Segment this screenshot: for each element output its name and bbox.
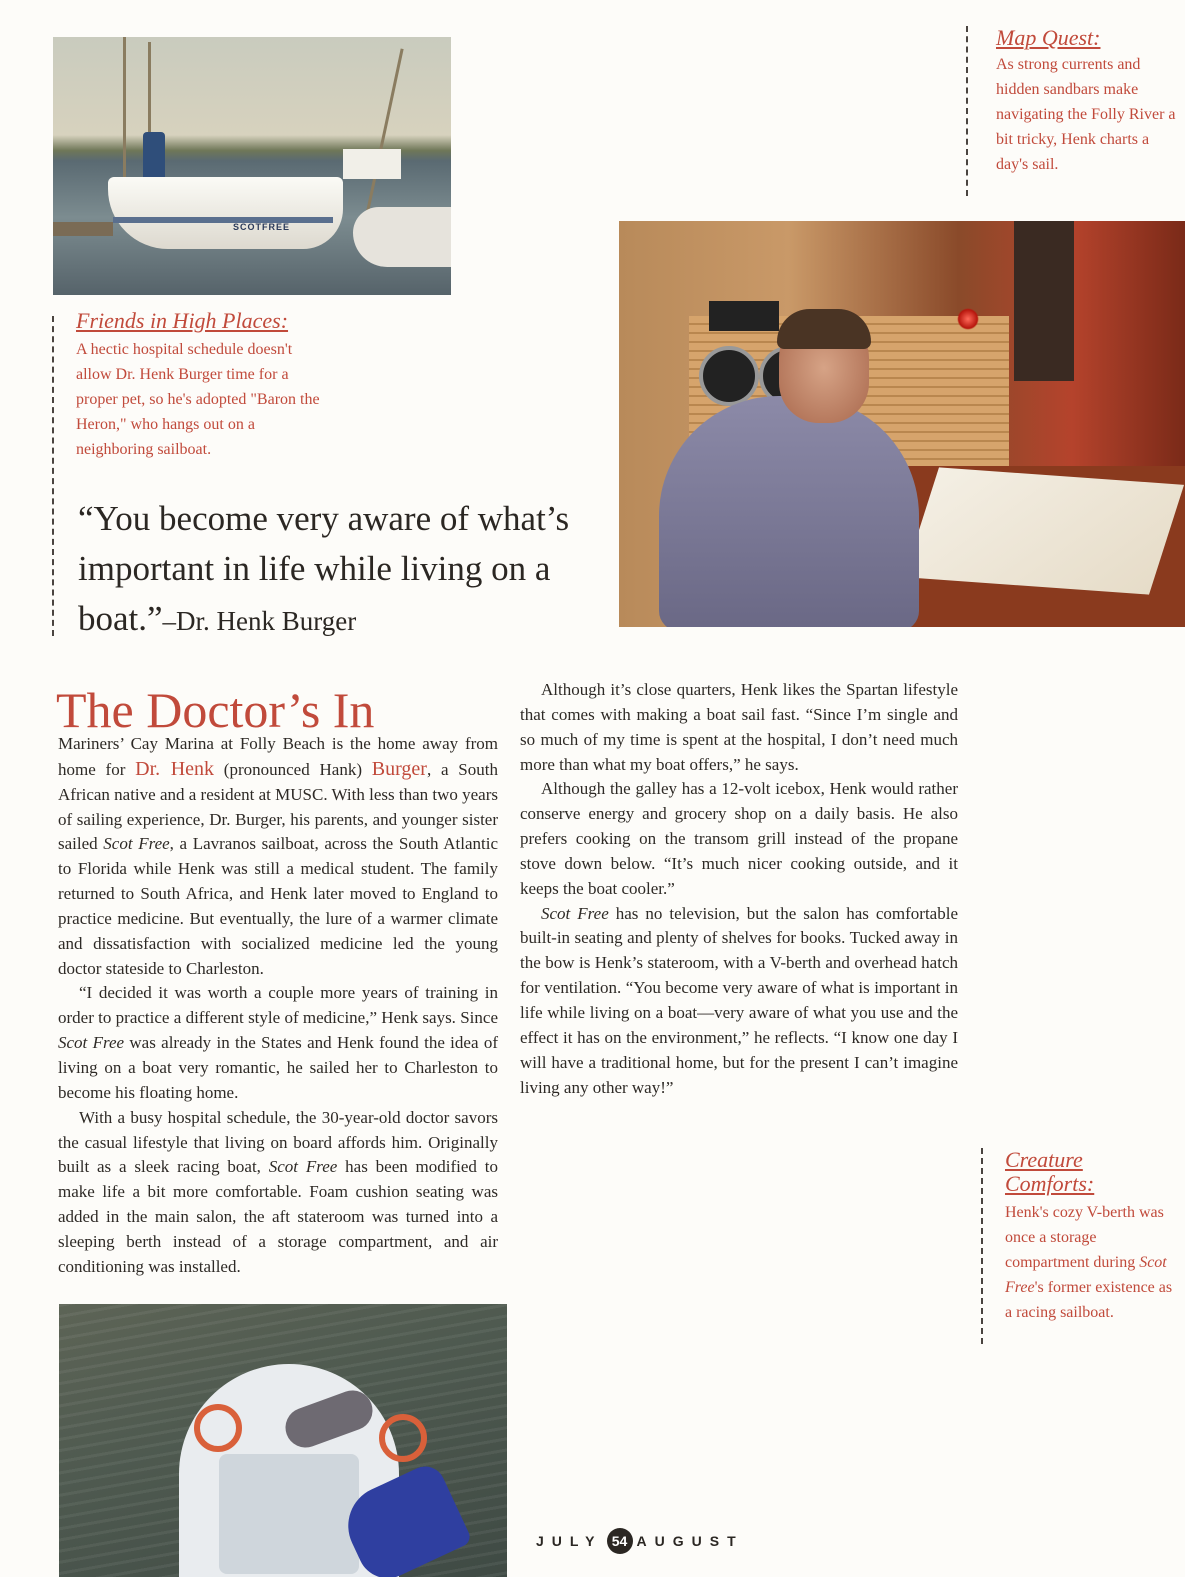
caption-rule	[52, 316, 54, 636]
mast	[365, 49, 403, 216]
caption-text: As strong currents and hidden sandbars make navigating the Folly River a bit tricky, Henk charts a day's sail.	[996, 56, 1176, 173]
text: , a Lavranos sailboat, across the South Atlantic to Florida while Henk was still a medical student. The family returned to South Africa, and Henk later moved to England to practice medicine. But eventually, the lure of a warmer climate and dissatisfaction with socialized medicine led the young doctor stateside to Charleston.	[58, 834, 498, 978]
text: was already in the States and Henk found the idea of living on a boat very romantic, he sailed her to Charleston to become his floating home.	[58, 1033, 498, 1102]
radio-unit	[709, 301, 779, 331]
nautical-chart	[904, 467, 1184, 594]
navigation-station-photo	[619, 221, 1185, 627]
paragraph	[520, 902, 958, 1101]
caption-map-quest	[996, 26, 1176, 177]
text: With a busy hospital schedule, the 30-year-old doctor savors the casual lifestyle that living on board affords him. Originally built as a sleek racing boat,	[58, 1107, 498, 1177]
paragraph: Although it’s close quarters, Henk likes the Spartan lifestyle that comes with making a boat sail fast. “Since I’m single and so much of my time is spent at the hospital, I don’t need much more than what my boat offers,” he says.	[520, 680, 958, 774]
caption-title: Map Quest:	[996, 25, 1101, 50]
caption-text: A hectic hospital schedule doesn't allow Dr. Henk Burger time for a proper pet, so he's adopted "Baron the Heron," who hangs out on a neighboring sailboat.	[76, 341, 320, 458]
article-column-2	[520, 678, 958, 1100]
boat-name: Scot Free	[1005, 1254, 1167, 1296]
caption-title: Friends in High Places:	[76, 308, 289, 333]
page-footer	[536, 1528, 744, 1554]
caption-rule	[981, 1148, 983, 1344]
caption-rule	[966, 26, 968, 196]
caption-text-part: 's former existence as a racing sailboat.	[1005, 1279, 1173, 1321]
hull-stripe	[113, 217, 333, 223]
text: “I decided it was worth a couple more years of training in order to practice a different style of medicine,” Henk says. Since	[58, 983, 498, 1028]
highlighted-name: Dr. Henk	[135, 757, 215, 780]
mast	[123, 37, 126, 197]
paragraph: Although the galley has a 12-volt icebox, Henk would rather conserve energy and grocery shop on a daily basis. He also prefers cooking on the transom grill instead of the propane stove down below. “It’s much nicer cooking outside, and it keeps the boat cooler.”	[520, 779, 958, 898]
pull-quote-attribution: –Dr. Henk Burger	[162, 606, 357, 636]
paragraph	[58, 981, 498, 1105]
boat-name: Scot Free	[268, 1157, 338, 1177]
life-ring-icon	[379, 1414, 427, 1462]
caption-text	[1005, 1200, 1175, 1325]
paragraph	[58, 1106, 498, 1280]
text: (pronounced Hank)	[214, 759, 372, 779]
cockpit	[219, 1454, 359, 1574]
red-light-icon	[957, 308, 979, 330]
caption-creature-comforts	[1005, 1148, 1175, 1325]
boat-name: Scot Free	[541, 903, 609, 923]
instrument-rack	[1014, 221, 1074, 381]
man-hair	[777, 309, 871, 349]
text: Mariners’ Cay Marina at Folly Beach is the home away from home for	[58, 734, 498, 779]
boat-name: Scot Free	[58, 1033, 125, 1053]
text: has been modified to make life a bit more comfortable. Foam cushion seating was added in the main salon, the aft stateroom was turned into a sleeping berth instead of a storage compartment, and air conditioning was installed.	[58, 1157, 498, 1276]
paragraph	[58, 732, 498, 981]
man-shirt	[659, 396, 919, 627]
footer-month-left: JULY	[536, 1533, 603, 1549]
marina-sailboat-photo	[53, 37, 451, 295]
caption-friends	[76, 309, 331, 462]
highlighted-name: Burger	[371, 757, 427, 780]
footer-month-right: AUGUST	[636, 1533, 744, 1549]
sailboat-hull	[108, 177, 343, 249]
neighboring-boat	[353, 207, 451, 267]
dock	[53, 222, 113, 236]
gauge-icon	[699, 346, 759, 406]
life-ring-icon	[194, 1404, 242, 1452]
boat-name: Scot Free	[103, 834, 170, 854]
pull-quote	[78, 494, 618, 646]
article-column-1	[58, 732, 498, 1280]
boat-name-label: SCOTFREE	[233, 222, 291, 232]
pull-quote-text: “You become very aware of what’s important in life while living on a boat.”	[78, 499, 570, 638]
text: , a South African native and a resident at MUSC. With less than two years of sailing experience, Dr. Burger, his parents, and younger sister sailed	[58, 759, 498, 854]
article-headline: The Doctor’s In	[56, 682, 375, 738]
shore-house	[343, 149, 401, 179]
text: has no television, but the salon has comfortable built-in seating and plenty of shelves for books. Tucked away in the bow is Henk’s stateroom, with a V-berth and overhead hatch for ventilation. “You become very aware of what is important in life while living on a boat—very aware of what you use and the effect it has on the environment,” he reflects. “I know one day I will have a traditional home, but for the present I can’t imagine living any other way!”	[520, 903, 958, 1097]
caption-text-part: Henk's cozy V-berth was once a storage compartment during	[1005, 1204, 1164, 1271]
sailboat-deck-photo	[59, 1304, 507, 1577]
page-number: 54	[607, 1528, 633, 1554]
caption-title: Creature Comforts:	[1005, 1147, 1095, 1196]
